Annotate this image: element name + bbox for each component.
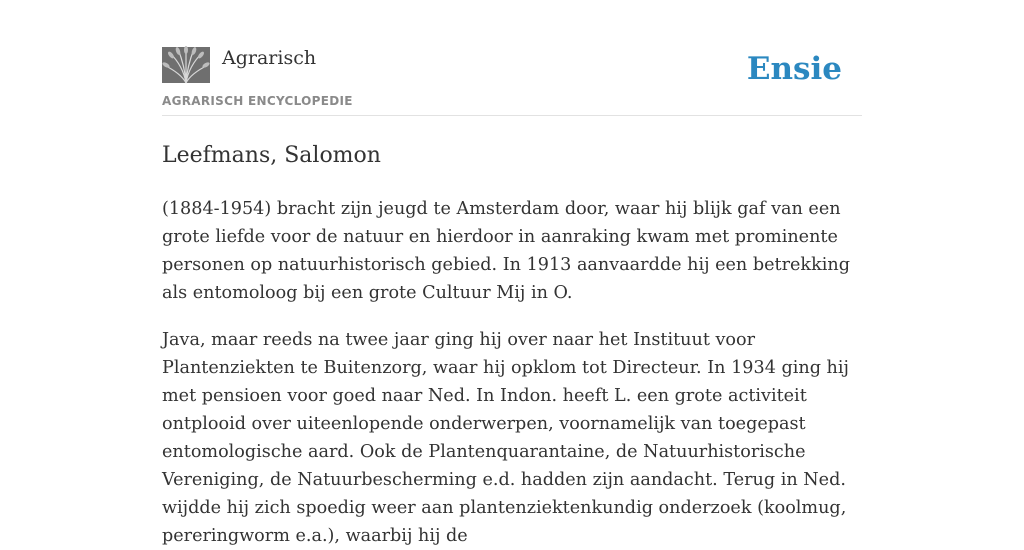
site-subtitle: AGRARISCH ENCYCLOPEDIE bbox=[162, 94, 353, 108]
brand-logo-link[interactable]: Ensie bbox=[746, 51, 842, 87]
article-paragraph: Java, maar reeds na twee jaar ging hij over naar het Instituut voor Plantenziekten te Buitenzorg, waar hij opklom tot Directeur. In 1934 ging hij met pensioen voor goed naar Ned. In Indon. heeft L. een grote activiteit ontplooid over uiteenlopende onderwerpen, voornamelijk van toegepast entomologische aard. Ook de Plantenquarantaine, de Natuurhistorische Vereniging, de Natuurbescherming e.d. hadden zijn aandacht. Terug in Ned. wijdde hij zich spoedig weer aan plantenziektenkundig onderzoek (koolmug, pereringworm e.a.), waarbij hij de bbox=[162, 330, 849, 546]
content-container bbox=[162, 0, 862, 550]
article-paragraph: (1884-1954) bracht zijn jeugd te Amsterdam door, waar hij blijk gaf van een grote liefde voor de natuur en hierdoor in aanraking kwam met prominente personen op natuurhistorisch gebied. In 1913 aanvaardde hij een betrekking als entomoloog bij een grote Cultuur Mij in O. bbox=[162, 199, 850, 303]
article-title: Leefmans, Salomon bbox=[162, 143, 381, 168]
site-name[interactable]: Agrarisch bbox=[222, 47, 317, 69]
wheat-sheaf-icon[interactable] bbox=[162, 47, 210, 83]
site-header bbox=[162, 0, 862, 116]
